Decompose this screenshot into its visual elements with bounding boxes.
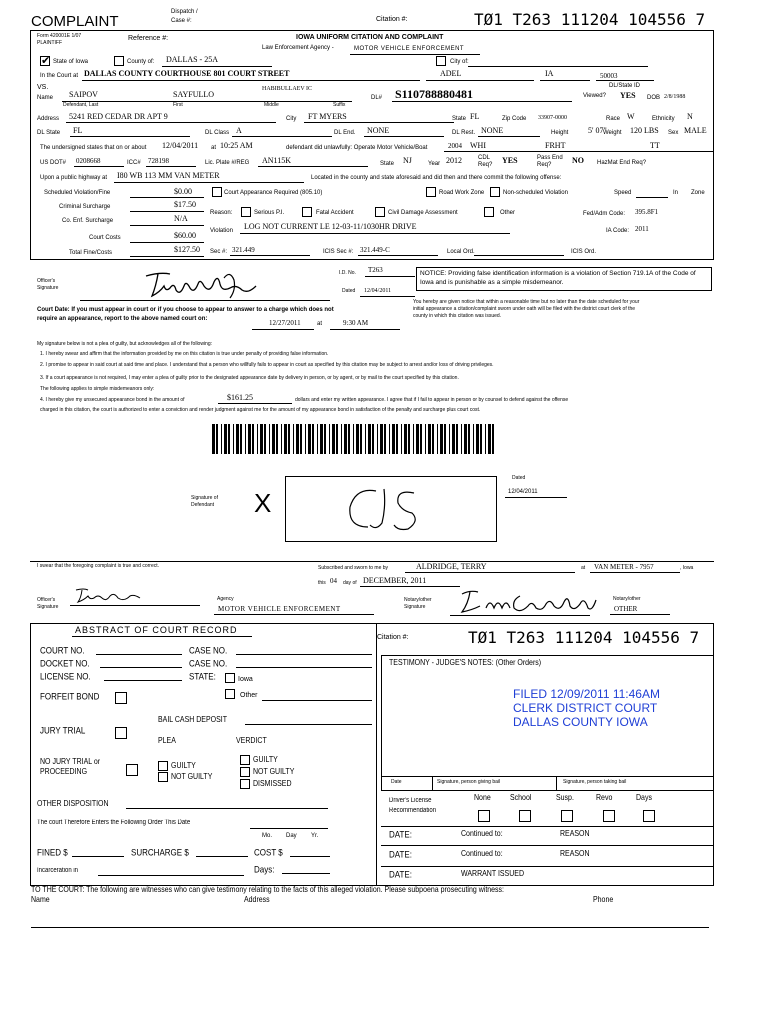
height-label: Height: [551, 130, 569, 136]
case-no-2-label: CASE NO.: [189, 658, 228, 669]
ack-item-6: charged in this citation, the court is authorized to enter a conviction and render judgment against me for the amount of my appearance bond in satisfaction of the penalty and surcharge plus court cost.: [40, 407, 481, 413]
plate-label: Lic. Plate #/REG: [205, 160, 250, 166]
in-court-label: In the Court at: [40, 73, 79, 79]
cdl-label: CDL Req?: [478, 155, 493, 168]
icis-value: 321.449-C: [360, 246, 390, 254]
case-no-label: CASE NO.: [189, 645, 228, 656]
address-label: Address: [37, 116, 60, 122]
officer-sig-label: Officer's: [37, 278, 56, 284]
officer-sig-label-2: Signature: [37, 285, 59, 291]
citation-label: Citation #:: [376, 16, 408, 23]
plate-state-label: State: [380, 161, 395, 167]
agency-label: Law Enforcement Agency -: [262, 45, 334, 51]
plate-state-value: NJ: [403, 156, 412, 165]
notary-sig-label-2: Signature: [404, 604, 426, 610]
city-checkbox[interactable]: [436, 56, 446, 66]
dl-number: S110788880481: [395, 87, 474, 101]
icis-ord-label: ICIS Ord.: [571, 249, 597, 255]
viewed-label: Viewed?: [583, 93, 606, 99]
forfeit-checkbox[interactable]: [115, 692, 127, 704]
reason-label: Reason:: [210, 210, 233, 216]
date-2-label: DATE:: [389, 849, 412, 860]
filed-stamp-1: FILED 12/09/2011 11:46AM: [513, 687, 660, 701]
court-at-label: at: [317, 321, 323, 327]
zone-label: Zone: [691, 190, 705, 196]
sworn-at-label: at: [581, 565, 586, 571]
officer-signature: [140, 268, 270, 304]
plaintiff-label: PLAINTIFF: [37, 40, 63, 46]
ack-item-1: 1. I hereby swear and affirm that the information provided by me on this citation is true under penalty of providing false information.: [40, 351, 329, 357]
ia-code-value: 2011: [635, 225, 649, 233]
vehicle-year: 2004: [448, 142, 462, 150]
non-scheduled-checkbox[interactable]: [490, 187, 500, 197]
dl-rest-label: DL Rest.: [452, 130, 476, 136]
none-checkbox[interactable]: [478, 810, 490, 822]
officer-dated: 12/04/2011: [364, 288, 392, 294]
testimony-label: TESTIMONY - JUDGE'S NOTES: (Other Orders): [389, 659, 542, 668]
sec-value: 321.449: [232, 246, 255, 254]
dob-label: DOB: [647, 95, 661, 101]
serious-pi-checkbox[interactable]: [241, 207, 251, 217]
yr-label: Yr.: [311, 833, 319, 839]
abstract-title: ABSTRACT OF COURT RECORD: [75, 625, 238, 635]
total-label: Total Fine/Costs: [69, 250, 113, 256]
address-value: 5241 RED CEDAR DR APT 9: [69, 112, 168, 121]
state-of-iowa-label: State of Iowa: [53, 59, 89, 65]
sworn-month: DECEMBER, 2011: [363, 576, 427, 585]
costs-label: Court Costs: [89, 235, 121, 241]
proceeding-label: PROCEEDING: [40, 768, 88, 777]
height-value: 5' 07": [588, 126, 607, 135]
year-label: Year: [428, 161, 441, 167]
notice-text: NOTICE: Providing false identification information is a violation of Section 719.1A of the Code of Iowa and is punishable as a simple misdemeanor.: [420, 270, 696, 286]
iowa-option-label: Iowa: [238, 676, 253, 683]
witness-name-label: Name: [31, 896, 50, 905]
dismissed-label: DISMISSED: [253, 780, 292, 789]
main-title: IOWA UNIFORM CITATION AND COMPLAINT: [296, 34, 444, 41]
ack-item-4: The following applies to simple misdemeanors only:: [40, 386, 155, 392]
name-label: Name: [37, 95, 54, 101]
filed-stamp-3: DALLAS COUNTY IOWA: [513, 715, 648, 729]
located-text: Located in the county and state aforesaid and did then and there commit the following offense:: [311, 175, 562, 181]
court-no-label: COURT NO.: [40, 645, 85, 656]
officer-sig-2-label: Officer's: [37, 597, 56, 603]
barcode: [210, 424, 500, 454]
mo-label: Mo.: [262, 833, 273, 839]
civil-damage-label: Civil Damage Assessment: [388, 210, 458, 216]
school-col-label: School: [510, 794, 532, 803]
county-checkbox[interactable]: [114, 56, 124, 66]
forfeit-label: FORFEIT BOND: [40, 691, 100, 702]
verdict-guilty-label: GUILTY: [253, 756, 278, 765]
other-reason-checkbox[interactable]: [484, 207, 494, 217]
susp-checkbox[interactable]: [561, 810, 573, 822]
revo-checkbox[interactable]: [603, 810, 615, 822]
iowa-checkbox[interactable]: [225, 673, 235, 683]
state-field-label: State: [452, 116, 467, 122]
notice-box: [416, 267, 712, 291]
checkmark-icon: ✔: [41, 55, 51, 67]
viewed-value: YES: [620, 91, 636, 100]
license-no-label: LICENSE NO.: [40, 671, 91, 682]
ack-item-2: 2. I promise to appear in said court at said time and place. I understand that a person who willfully fails to appear in court as specified by this citation may be subject to arrest and/or loss of driving privileges.: [40, 362, 494, 368]
abstract-citation-label: Citation #:: [377, 634, 409, 641]
usdot-value: 0208668: [76, 157, 101, 165]
road-work-checkbox[interactable]: [426, 187, 436, 197]
total-value: $127.50: [174, 245, 200, 254]
notary-signature: [456, 586, 606, 618]
plea-not-guilty-label: NOT GUILTY: [171, 773, 213, 782]
sig-taking-label: Signature, person taking bail: [563, 779, 627, 785]
dl-class-value: A: [236, 126, 242, 135]
ia-code-label: IA Code:: [606, 228, 630, 234]
state-value: FL: [470, 112, 480, 121]
def-sig-label: Signature of: [191, 495, 218, 501]
violation-label: Violation: [210, 228, 233, 234]
notice-right-2: initial appearance a citation/complaint sworn under oath will be filed with the district court clerk of the: [413, 306, 636, 312]
non-scheduled-label: Non-scheduled Violation: [503, 190, 568, 196]
notice-right-1: You hereby are given notice that within a reasonable time but no later than the date scheduled for your: [413, 299, 640, 305]
zip-label: Zip Code: [502, 116, 527, 122]
form-number: Form 420001E 1/07: [37, 33, 82, 39]
ethnicity-label: Ethnicity: [652, 116, 675, 122]
in-label: In: [673, 190, 679, 196]
weight-label: Weight: [603, 130, 622, 136]
dl-state-value: FL: [73, 126, 83, 135]
scheduled-label: Scheduled Violation/Fine: [44, 190, 111, 196]
jury-label: JURY TRIAL: [40, 725, 86, 736]
def-sig-label-2: Defendant: [191, 502, 215, 508]
verdict-label: VERDICT: [236, 737, 267, 746]
none-col-label: None: [474, 794, 491, 803]
fatal-accident-label: Fatal Accident: [316, 210, 354, 216]
bond-amount: $161.25: [227, 393, 253, 402]
road-work-label: Road Work Zone: [439, 190, 485, 196]
to-court-text: TO THE COURT: The following are witnesses who can give testimony relating to the facts of this alleged violation. Please subpoena prosecuting witness:: [31, 886, 505, 895]
iowa-label: , Iowa: [680, 565, 694, 571]
reason-1-label: REASON: [560, 830, 590, 839]
other-state-checkbox[interactable]: [225, 689, 235, 699]
day-label: Day: [286, 833, 297, 839]
pass-end-value: NO: [572, 156, 584, 165]
continued-2-label: Continued to:: [461, 850, 503, 859]
plea-not-guilty-checkbox[interactable]: [158, 772, 168, 782]
sex-value: MALE: [684, 126, 707, 135]
ethnicity-value: N: [687, 112, 693, 121]
jury-checkbox[interactable]: [115, 727, 127, 739]
vehicle-make: WHI: [470, 141, 486, 150]
hazmat-label: HazMat End Req?: [597, 160, 647, 166]
court-time-value: 9:30 AM: [343, 319, 369, 327]
defendant-middle: HABIBULLAEV IC: [262, 86, 313, 92]
case-label: Case #:: [171, 18, 192, 24]
officer-signature-2: [74, 586, 144, 606]
unlawfully-text: defendant did unlawfully: Operate Motor Vehicle/Boat: [286, 145, 428, 151]
notary-title-label: Notary/other: [613, 596, 641, 602]
date-3-label: DATE:: [389, 869, 412, 880]
surcharge-label: SURCHARGE $: [131, 847, 189, 858]
cost-label: COST $: [254, 847, 283, 858]
this-label: this: [318, 580, 326, 586]
plea-guilty-label: GUILTY: [171, 762, 196, 771]
other-state-label: Other: [240, 692, 258, 699]
ack-item-5b: dollars and enter my written appearance. I agree that if I fail to appear in person or by counsel to defend against the offense: [295, 397, 569, 403]
revo-col-label: Revo: [596, 794, 613, 803]
race-label: Race: [606, 116, 621, 122]
enf-label: Co. Enf. Surcharge: [62, 218, 114, 224]
docket-no-label: DOCKET NO.: [40, 658, 90, 669]
plate-value: AN115K: [262, 156, 292, 165]
dl-rest-value: NONE: [481, 126, 504, 135]
filed-stamp-2: CLERK DISTRICT COURT: [513, 701, 658, 715]
no-jury-label: NO JURY TRIAL or: [40, 758, 101, 767]
bail-label: BAIL CASH DEPOSIT: [158, 716, 227, 725]
dismissed-checkbox[interactable]: [240, 779, 250, 789]
usdot-label: US DOT#: [40, 160, 67, 166]
reference-label: Reference #:: [128, 35, 169, 42]
notice-right-3: county in which this citation was issued.: [413, 313, 502, 319]
middle-name-label: Middle: [264, 102, 279, 108]
court-date-text-1: Court Date: If you must appear in court or if you choose to appear to answer to a charge which does not: [37, 307, 334, 313]
undersigned-text: The undersigned states that on or about: [40, 145, 147, 151]
court-state: IA: [545, 69, 554, 78]
icis-label: ICIS Sec #:: [323, 249, 354, 255]
date-1-label: DATE:: [389, 829, 412, 840]
fined-label: FINED $: [37, 847, 68, 858]
ack-item-3: 3. If a court appearance is not required, I may enter a plea of guilty prior to the designated appearance date by delivery in person, or by agent, or by mail to the court specified by this citation.: [40, 375, 459, 381]
notary-sig-label: Notary/other: [404, 597, 432, 603]
fatal-accident-checkbox[interactable]: [302, 207, 312, 217]
verdict-guilty-checkbox[interactable]: [240, 755, 250, 765]
verdict-not-guilty-checkbox[interactable]: [240, 767, 250, 777]
agency-2-label: Agency: [217, 596, 234, 602]
defendant-last: SAIPOV: [69, 90, 98, 99]
officer-sig-2-label-2: Signature: [37, 604, 59, 610]
defendant-signature-box: [285, 476, 497, 542]
dl-end-value: NONE: [367, 126, 390, 135]
defendant-signature: [286, 477, 496, 541]
violation-value: LOG NOT CURRENT LE 12-03-11/1030HR DRIVE: [244, 222, 417, 231]
icc-label: ICC#: [127, 160, 141, 166]
vehicle-color: TT: [650, 141, 660, 150]
subscribed-name: ALDRIDGE, TERRY: [416, 562, 487, 571]
plea-guilty-checkbox[interactable]: [158, 761, 168, 771]
defendant-first: SAYFULLO: [173, 90, 215, 99]
costs-value: $60.00: [174, 231, 196, 240]
no-jury-checkbox[interactable]: [126, 764, 138, 776]
state-label: STATE:: [189, 671, 216, 682]
other-disposition-label: OTHER DISPOSITION: [37, 800, 109, 809]
criminal-value: $17.50: [174, 200, 196, 209]
abstract-citation-number: TØ1 T263 111204 104556 7: [468, 628, 700, 647]
court-required-label: Court Appearance Required (805.10): [224, 190, 323, 196]
verdict-not-guilty-label: NOT GUILTY: [253, 768, 295, 777]
vehicle-model: FRHT: [545, 141, 566, 150]
dl-state-id-label: DL/State ID: [609, 83, 641, 89]
officer-dated-label: Dated: [342, 288, 356, 294]
incarceration-label: Incarceration in: [37, 867, 79, 875]
witness-address-label: Address: [244, 896, 270, 905]
court-zip: 50003: [600, 72, 618, 80]
icc-value: 728198: [148, 157, 169, 165]
serious-pi-label: Serious P.I.: [254, 210, 285, 216]
def-dated-value: 12/04/2011: [508, 489, 538, 495]
ack-intro: My signature below is not a plea of guilty, but acknowledges all of the following:: [37, 341, 213, 347]
swear-text: I swear that the foregoing complaint is true and correct.: [37, 563, 160, 569]
court-date-value: 12/27/2011: [269, 319, 301, 327]
form-title: COMPLAINT: [31, 13, 119, 30]
county-label: County of:: [127, 59, 155, 65]
sex-label: Sex: [668, 130, 679, 136]
dl-number-label: DL#: [371, 95, 383, 101]
def-dated-label: Dated: [512, 475, 526, 481]
warrant-label: WARRANT ISSUED: [461, 870, 525, 879]
susp-col-label: Susp.: [556, 794, 574, 803]
highway-label: Upon a public highway at: [40, 175, 108, 181]
plate-year: 2012: [446, 156, 462, 165]
dl-rec-label-2: Recommendation: [389, 807, 437, 815]
state-of-iowa-checkbox[interactable]: [40, 56, 50, 66]
enf-value: N/A: [174, 214, 188, 223]
other-reason-label: Other: [500, 210, 516, 216]
ack-item-5a: 4. I hereby give my unsecured appearance bond in the amount of: [40, 397, 185, 403]
city-field-label: City: [286, 116, 297, 122]
speed-label: Speed: [614, 190, 632, 196]
dl-rec-label-1: Driver's License: [389, 797, 432, 805]
reason-2-label: REASON: [560, 850, 590, 859]
citation-number: TØ1 T263 111204 104556 7: [474, 10, 706, 29]
agency-value: MOTOR VEHICLE ENFORCEMENT: [354, 46, 465, 52]
city-label: City of:: [450, 59, 469, 65]
race-value: W: [627, 112, 635, 121]
notary-title-value: OTHER: [614, 605, 638, 613]
day-of-label: day of: [343, 580, 357, 586]
court-date-text-2: require an appearance, report to the above named court on:: [37, 316, 208, 322]
days-label: Days:: [254, 864, 275, 875]
offense-date: 12/04/2011: [162, 141, 199, 150]
cdl-value: YES: [502, 156, 518, 165]
court-therefore-label: The court Therefore Enters the Following Order This Date: [37, 819, 191, 827]
continued-1-label: Continued to:: [461, 830, 503, 839]
scheduled-value: $0.00: [174, 187, 192, 196]
x-mark: X: [254, 488, 272, 518]
id-label: I.D. No.: [339, 270, 356, 276]
subscribed-text: Subscribed and sworn to me by: [318, 565, 389, 571]
fed-code-label: Fed/Adm Code:: [583, 211, 626, 217]
plea-label: PLEA: [158, 737, 176, 746]
dl-class-label: DL Class: [205, 130, 230, 136]
city-value: FT MYERS: [308, 112, 347, 121]
suffix-label: Suffix: [333, 102, 346, 108]
pass-end-label: Pass End Req?: [537, 155, 563, 168]
dob-value: 2/8/1988: [664, 94, 686, 100]
county-value: DALLAS - 25A: [166, 55, 218, 64]
dl-state-label: DL State: [37, 130, 61, 136]
local-ord-label: Local Ord.: [447, 249, 475, 255]
dl-end-label: DL End.: [334, 130, 356, 136]
highway-value: I80 WB 113 MM VAN METER: [117, 171, 220, 180]
sworn-location: VAN METER - 7957: [594, 563, 654, 571]
days-checkbox[interactable]: [643, 810, 655, 822]
fed-code-value: 395.8F1: [635, 208, 659, 216]
court-required-checkbox[interactable]: [212, 187, 222, 197]
at-label: at: [211, 145, 217, 151]
civil-damage-checkbox[interactable]: [375, 207, 385, 217]
date-col-label: Date: [391, 779, 402, 785]
sworn-day: 04: [330, 577, 337, 585]
sig-giving-label: Signature, person giving bail: [437, 779, 501, 785]
offense-time: 10:25 AM: [220, 141, 253, 150]
court-value: DALLAS COUNTY COURTHOUSE 801 COURT STREET: [84, 69, 290, 78]
vs-label: VS.: [37, 84, 49, 91]
criminal-label: Criminal Surcharge: [59, 204, 111, 210]
weight-value: 120 LBS: [630, 126, 659, 135]
days-col-label: Days: [636, 794, 652, 803]
sec-label: Sec #:: [210, 249, 228, 255]
last-name-label: Defendant, Last: [63, 102, 99, 108]
school-checkbox[interactable]: [519, 810, 531, 822]
dispatch-label: Dispatch /: [171, 9, 198, 15]
court-city: ADEL: [440, 69, 462, 78]
officer-id: T263: [368, 266, 383, 274]
first-name-label: First: [173, 102, 183, 108]
zip-value: 33907-0000: [538, 115, 567, 121]
agency-2-value: MOTOR VEHICLE ENFORCEMENT: [218, 605, 341, 613]
witness-phone-label: Phone: [593, 896, 614, 905]
